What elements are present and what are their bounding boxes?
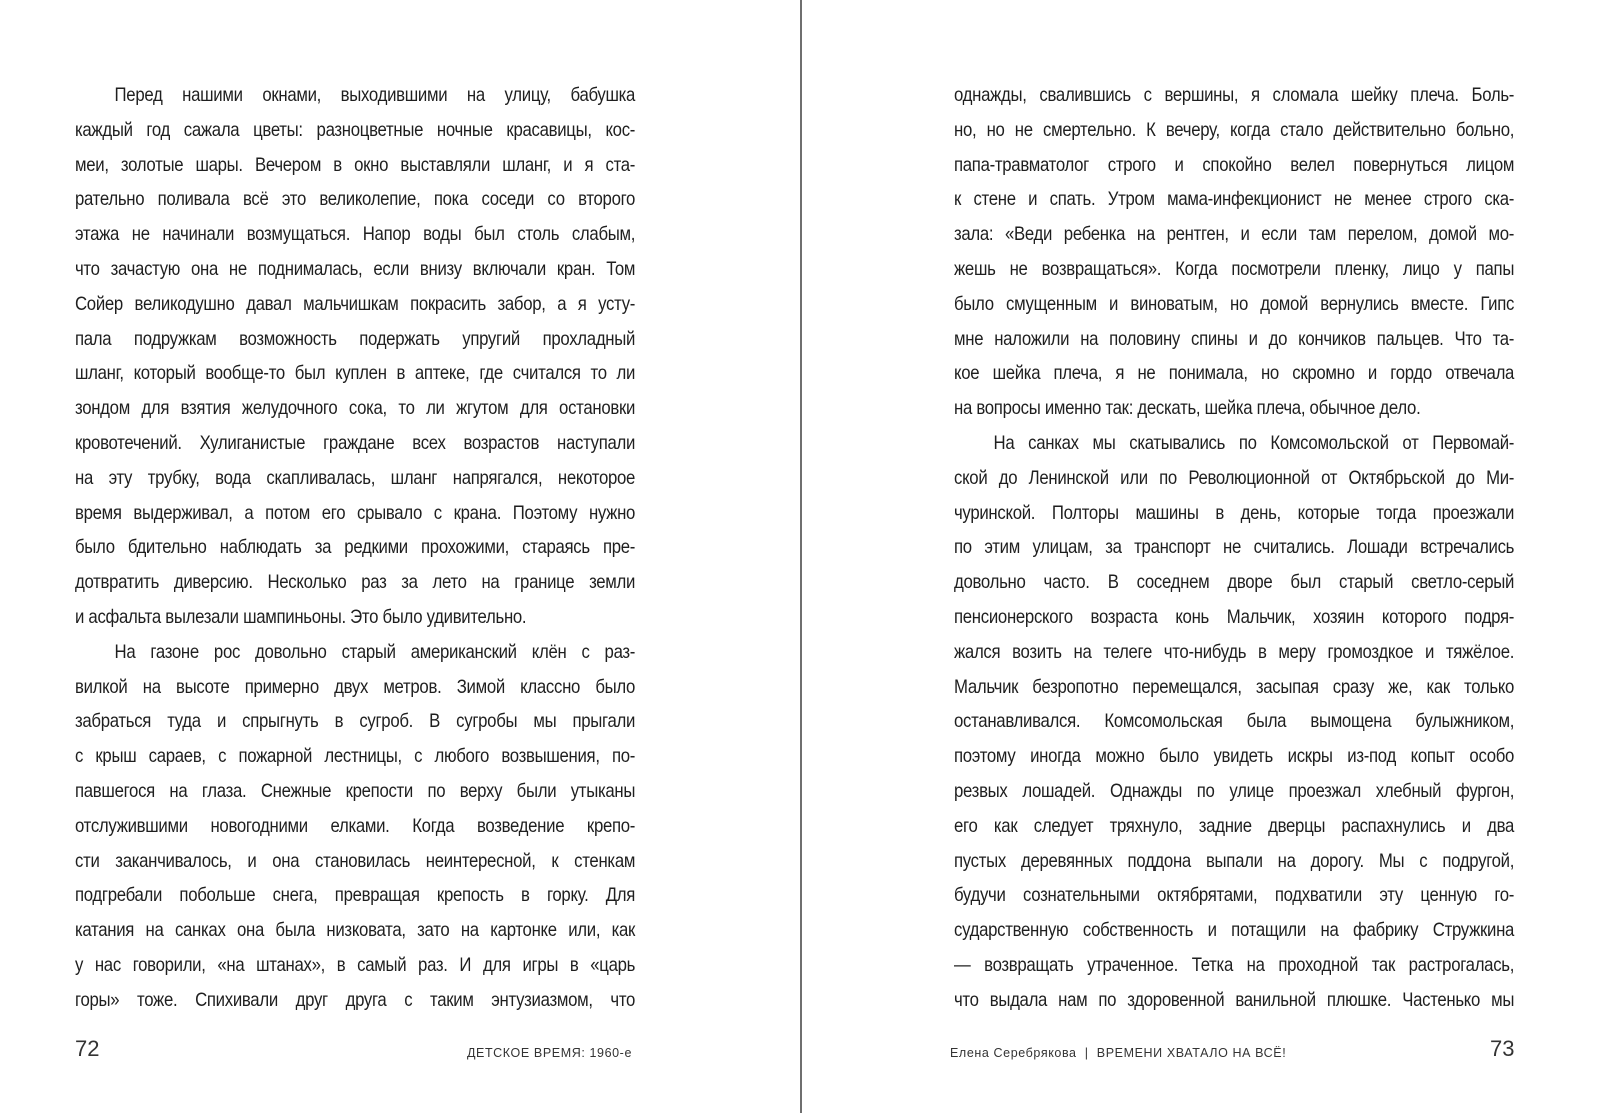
text-line: подгребали побольше снега, превращая крепость в горку. Для	[75, 884, 636, 907]
text-line: Перед нашими окнами, выходившими на улицу, бабушка	[114, 84, 636, 106]
text-line: каждый год сажала цветы: разноцветные ночные красавицы, кос-	[75, 118, 636, 141]
text-line: к стене и спать. Утром мама-инфекционист не менее строго ска-	[954, 188, 1515, 211]
text-line: однажды, свалившись с вершины, я сломала шейку плеча. Боль-	[954, 84, 1515, 106]
text-line: зала: «Веди ребенка на рентген, и если там перелом, домой мо-	[954, 223, 1515, 246]
text-line: На санках мы скатывались по Комсомольской от Первомай-	[993, 431, 1515, 454]
text-line: останавливался. Комсомольская была вымощена булыжником,	[954, 710, 1515, 733]
text-line: этажа не начинали возмущаться. Напор воды был столь слабым,	[75, 223, 636, 246]
text-line: время выдерживал, а потом его срывало с крана. Поэтому нужно	[75, 501, 636, 524]
text-line: жался возить на телеге что-нибудь в меру громоздкое и тяжёлое.	[954, 640, 1515, 663]
page-number: 73	[1490, 1036, 1515, 1061]
text-line: рательно поливала всё это великолепие, пока соседи со второго	[75, 188, 636, 211]
text-line: На газоне рос довольно старый американский клён с раз-	[114, 640, 636, 663]
text-line: Мальчик безропотно перемещался, засыпая сразу же, как только	[954, 675, 1515, 698]
text-line: что выдала нам по здоровенной ванильной плюшке. Частенько мы	[954, 988, 1515, 1011]
text-line: — возвращать утраченное. Тетка на проходной так растрогалась,	[954, 953, 1515, 976]
running-head: ДЕТСКОЕ ВРЕМЯ: 1960-е	[466, 1046, 632, 1060]
right-page	[802, 0, 1600, 1113]
text-line: катания на санках она была низковата, зато на картонке или, как	[75, 919, 636, 942]
text-line: дотвратить диверсию. Несколько раз за лето на границе земли	[75, 571, 636, 594]
text-line: чуринской. Полторы машины в день, которые тогда проезжали	[954, 501, 1515, 524]
text-line: горы» тоже. Спихивали друг друга с таким энтузиазмом, что	[75, 988, 636, 1011]
text-line: мне наложили на половину спины и до кончиков пальцев. Что та-	[954, 327, 1515, 350]
text-line: на вопросы именно так: дескать, шейка плеча, обычное дело.	[954, 397, 1421, 420]
text-line: будучи сознательными октябрятами, подхватили эту ценную го-	[954, 884, 1515, 907]
text-line: пустых деревянных поддона выпали на дорогу. Мы с подругой,	[954, 849, 1515, 872]
text-line: довольно часто. В соседнем дворе был старый светло-серый	[954, 571, 1515, 594]
text-line: пенсионерского возраста конь Мальчик, хозяин которого подря-	[954, 605, 1515, 628]
text-line: что зачастую она не поднималась, если внизу включали кран. Том	[75, 257, 636, 280]
running-head-separator: |	[1084, 1046, 1089, 1060]
text-line: вилкой на высоте примерно двух метров. Зимой классно было	[75, 675, 636, 698]
text-line: и асфальта вылезали шампиньоны. Это было удивительно.	[75, 605, 527, 628]
text-line: отслужившими новогодними елками. Когда возведение крепо-	[75, 814, 636, 837]
text-line: пала подружкам возможность подержать упругий прохладный	[75, 327, 636, 350]
text-line: павшегося на глаза. Снежные крепости по верху были утыканы	[75, 779, 636, 802]
text-line: но, но не смертельно. К вечеру, когда стало действительно больно,	[954, 118, 1515, 141]
text-line: сти заканчивалось, и она становилась неинтересной, к стенкам	[75, 849, 636, 872]
text-line: меи, золотые шары. Вечером в окно выставляли шланг, и я ста-	[75, 153, 636, 176]
text-line: забраться туда и спрыгнуть в сугроб. В сугробы мы прыгали	[75, 710, 636, 733]
text-line: Сойер великодушно давал мальчишкам покрасить забор, а я усту-	[75, 292, 636, 315]
text-line: на эту трубку, вода скапливалась, шланг напрягался, некоторое	[75, 466, 636, 489]
text-line: папа-травматолог строго и спокойно велел повернуться лицом	[954, 153, 1515, 176]
text-line: его как следует тряхнуло, задние дверцы распахнулись и два	[954, 814, 1515, 837]
text-line: резвых лошадей. Однажды по улице проезжал хлебный фургон,	[954, 779, 1515, 802]
text-line: у нас говорили, «на штанах», в самый раз. И для игры в «царь	[75, 953, 636, 976]
right-page-text	[954, 78, 1514, 1018]
text-line: было бдительно наблюдать за редкими прохожими, стараясь пре-	[75, 536, 636, 559]
text-line: было смущенным и виноватым, но домой вернулись вместе. Гипс	[954, 292, 1515, 315]
text-line: кровотечений. Хулиганистые граждане всех возрастов наступали	[75, 431, 636, 454]
running-head-author: Елена Серебрякова	[950, 1046, 1077, 1060]
text-line: зондом для взятия желудочного сока, то ли жгутом для остановки	[75, 397, 636, 420]
text-line: жешь не возвращаться». Когда посмотрели пленку, лицо у папы	[954, 257, 1515, 280]
running-head	[950, 1046, 1286, 1060]
page-number: 72	[75, 1036, 100, 1061]
running-head-title: ВРЕМЕНИ ХВАТАЛО НА ВСЁ!	[1096, 1046, 1287, 1060]
text-line: с крыш сараев, с пожарной лестницы, с любого возвышения, по-	[75, 745, 636, 768]
left-page-text	[75, 78, 635, 1018]
text-line: ской до Ленинской или по Революционной от Октябрьской до Ми-	[954, 466, 1515, 489]
text-line: кое шейка плеча, я не понимала, но скромно и гордо отвечала	[954, 362, 1515, 385]
text-line: сударственную собственность и потащили на фабрику Стружкина	[954, 919, 1515, 942]
text-line: по этим улицам, за транспорт не считались. Лошади встречались	[954, 536, 1515, 559]
text-line: поэтому иногда можно было увидеть искры из-под копыт особо	[954, 745, 1515, 768]
text-line: шланг, который вообще-то был куплен в аптеке, где считался то ли	[75, 362, 636, 385]
